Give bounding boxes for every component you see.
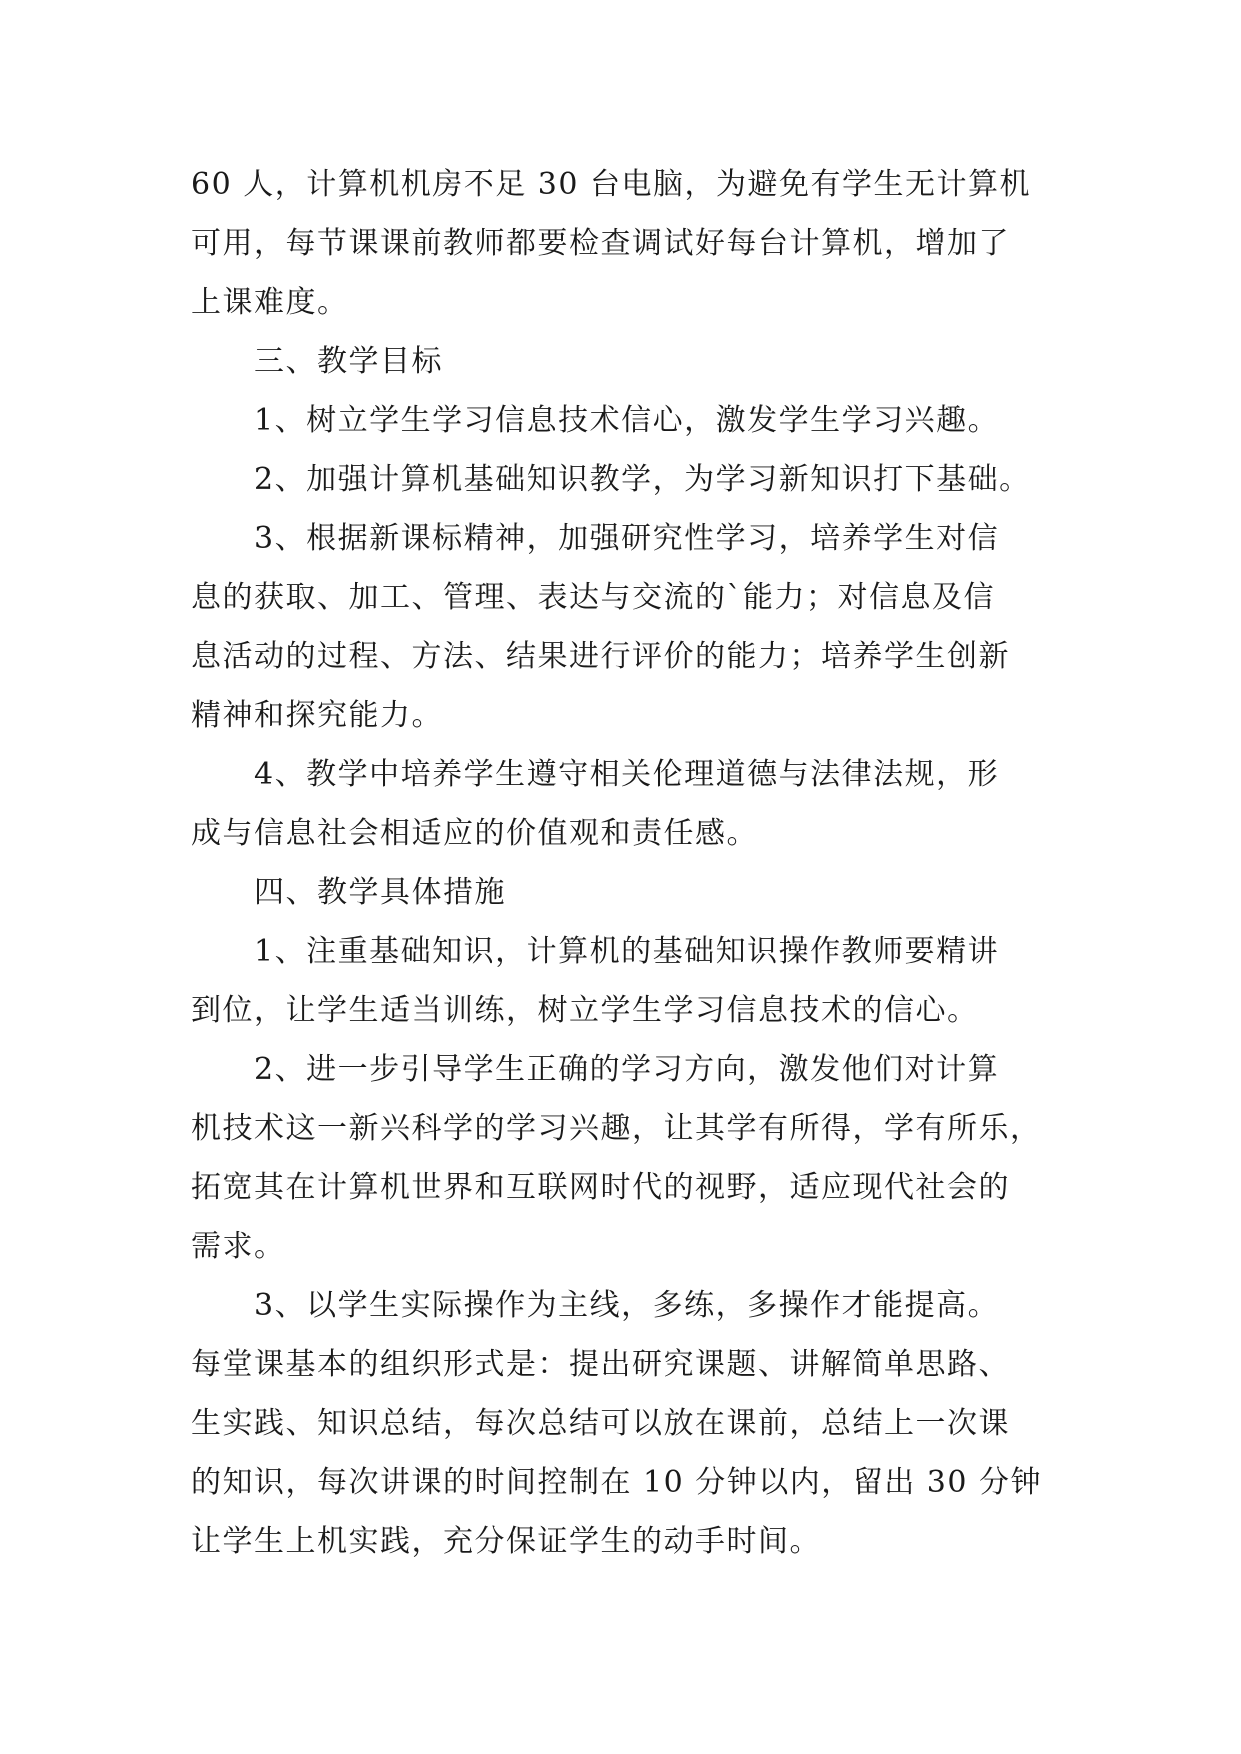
text-line: 生实践、知识总结，每次总结可以放在课前，总结上一次课 (191, 1406, 1010, 1441)
text-line: 机技术这一新兴科学的学习兴趣，让其学有所得，学有所乐， (191, 1111, 1042, 1146)
text-line: 息活动的过程、方法、结果进行评价的能力；培养学生创新 (191, 639, 1010, 674)
text-line: 息的获取、加工、管理、表达与交流的`能力；对信息及信 (191, 580, 995, 615)
text-line: 1、树立学生学习信息技术信心，激发学生学习兴趣。 (254, 403, 1000, 438)
text-line: 每堂课基本的组织形式是：提出研究课题、讲解简单思路、 (191, 1347, 1010, 1382)
section-heading: 四、教学具体措施 (254, 875, 506, 910)
text-line: 成与信息社会相适应的价值观和责任感。 (191, 816, 758, 851)
text-line: 精神和探究能力。 (191, 698, 443, 733)
text-line: 2、进一步引导学生正确的学习方向，激发他们对计算 (254, 1052, 1000, 1087)
text-line: 的知识，每次讲课的时间控制在 10 分钟以内，留出 30 分钟 (191, 1465, 1042, 1500)
text-line: 需求。 (191, 1229, 286, 1264)
text-line: 让学生上机实践，充分保证学生的动手时间。 (191, 1524, 821, 1559)
text-line: 1、注重基础知识，计算机的基础知识操作教师要精讲 (254, 934, 1000, 969)
text-line: 4、教学中培养学生遵守相关伦理道德与法律法规，形 (254, 757, 1000, 792)
text-line: 3、根据新课标精神，加强研究性学习，培养学生对信 (254, 521, 1000, 556)
document-body (191, 155, 1051, 1571)
section-heading: 三、教学目标 (254, 344, 443, 379)
text-line: 上课难度。 (191, 285, 349, 320)
text-line: 3、以学生实际操作为主线，多练，多操作才能提高。 (254, 1288, 1000, 1323)
text-line: 到位，让学生适当训练，树立学生学习信息技术的信心。 (191, 993, 979, 1028)
text-line: 60 人，计算机机房不足 30 台电脑，为避免有学生无计算机 (191, 167, 1031, 202)
text-line: 2、加强计算机基础知识教学，为学习新知识打下基础。 (254, 462, 1031, 497)
text-line: 拓宽其在计算机世界和互联网时代的视野，适应现代社会的 (191, 1170, 1010, 1205)
text-line: 可用，每节课课前教师都要检查调试好每台计算机，增加了 (191, 226, 1010, 261)
